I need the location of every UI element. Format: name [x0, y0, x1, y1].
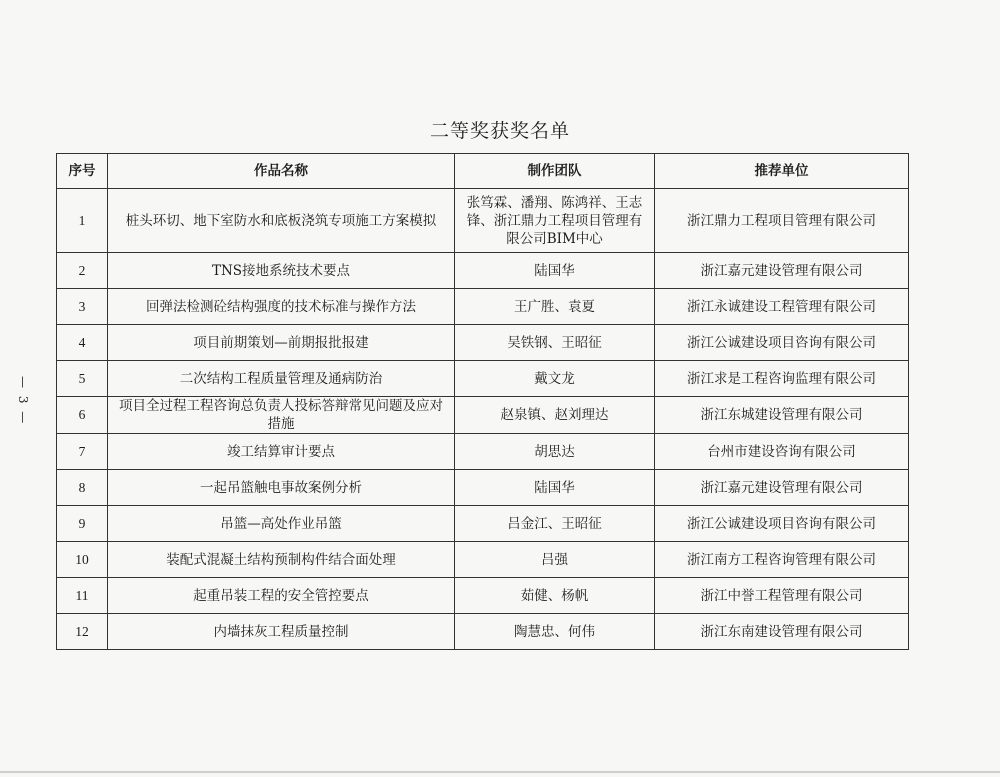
- cell-work: 竣工结算审计要点: [108, 434, 455, 470]
- cell-team: 吕金江、王昭征: [455, 506, 655, 542]
- cell-no: 8: [57, 470, 108, 506]
- header-work: 作品名称: [108, 154, 455, 189]
- cell-team: 陆国华: [455, 470, 655, 506]
- cell-no: 12: [57, 614, 108, 650]
- cell-work: 起重吊装工程的安全管控要点: [108, 578, 455, 614]
- cell-team: 王广胜、袁夏: [455, 289, 655, 325]
- header-no: 序号: [57, 154, 108, 189]
- table-row: [57, 434, 909, 470]
- cell-no: 11: [57, 578, 108, 614]
- cell-team: 茹健、杨帆: [455, 578, 655, 614]
- page-number: — 3 —: [16, 376, 30, 426]
- cell-unit: 浙江东城建设管理有限公司: [655, 397, 909, 434]
- cell-work: 桩头环切、地下室防水和底板浇筑专项施工方案模拟: [108, 189, 455, 253]
- cell-no: 7: [57, 434, 108, 470]
- table-row: [57, 325, 909, 361]
- table-row: [57, 189, 909, 253]
- award-table: [56, 153, 909, 650]
- cell-work: 装配式混凝土结构预制构件结合面处理: [108, 542, 455, 578]
- cell-work: 内墙抹灰工程质量控制: [108, 614, 455, 650]
- cell-work: 项目前期策划—前期报批报建: [108, 325, 455, 361]
- cell-team: 陶慧忠、何伟: [455, 614, 655, 650]
- cell-unit: 浙江嘉元建设管理有限公司: [655, 470, 909, 506]
- table-row: [57, 506, 909, 542]
- header-unit: 推荐单位: [655, 154, 909, 189]
- cell-unit: 台州市建设咨询有限公司: [655, 434, 909, 470]
- cell-no: 2: [57, 253, 108, 289]
- cell-no: 4: [57, 325, 108, 361]
- cell-team: 吴铁钢、王昭征: [455, 325, 655, 361]
- cell-team: 赵泉镇、赵刘理达: [455, 397, 655, 434]
- cell-no: 5: [57, 361, 108, 397]
- cell-team: 胡思达: [455, 434, 655, 470]
- cell-no: 1: [57, 189, 108, 253]
- cell-unit: 浙江中誉工程管理有限公司: [655, 578, 909, 614]
- cell-unit: 浙江鼎力工程项目管理有限公司: [655, 189, 909, 253]
- header-team: 制作团队: [455, 154, 655, 189]
- cell-team: 陆国华: [455, 253, 655, 289]
- cell-no: 10: [57, 542, 108, 578]
- cell-work: 一起吊篮触电事故案例分析: [108, 470, 455, 506]
- cell-unit: 浙江公诚建设项目咨询有限公司: [655, 325, 909, 361]
- cell-work: 项目全过程工程咨询总负责人投标答辩常见问题及应对措施: [108, 397, 455, 434]
- cell-team: 吕强: [455, 542, 655, 578]
- cell-work: 吊篮—高处作业吊篮: [108, 506, 455, 542]
- table-row: [57, 397, 909, 434]
- page-title: 二等奖获奖名单: [429, 120, 570, 142]
- cell-unit: 浙江永诚建设工程管理有限公司: [655, 289, 909, 325]
- cell-work: TNS接地系统技术要点: [108, 253, 455, 289]
- cell-work: 二次结构工程质量管理及通病防治: [108, 361, 455, 397]
- cell-no: 9: [57, 506, 108, 542]
- cell-unit: 浙江南方工程咨询管理有限公司: [655, 542, 909, 578]
- scan-edge: [0, 771, 1000, 773]
- table-row: [57, 542, 909, 578]
- table-row: [57, 614, 909, 650]
- table-row: [57, 470, 909, 506]
- table-header-row: [57, 154, 909, 189]
- table-row: [57, 289, 909, 325]
- cell-work: 回弹法检测砼结构强度的技术标准与操作方法: [108, 289, 455, 325]
- cell-unit: 浙江东南建设管理有限公司: [655, 614, 909, 650]
- cell-unit: 浙江嘉元建设管理有限公司: [655, 253, 909, 289]
- cell-team: 张笃霖、潘翔、陈鸿祥、王志锋、浙江鼎力工程项目管理有限公司BIM中心: [455, 189, 655, 253]
- cell-unit: 浙江求是工程咨询监理有限公司: [655, 361, 909, 397]
- table-row: [57, 578, 909, 614]
- cell-team: 戴文龙: [455, 361, 655, 397]
- table-row: [57, 361, 909, 397]
- cell-no: 6: [57, 397, 108, 434]
- table-row: [57, 253, 909, 289]
- cell-unit: 浙江公诚建设项目咨询有限公司: [655, 506, 909, 542]
- cell-no: 3: [57, 289, 108, 325]
